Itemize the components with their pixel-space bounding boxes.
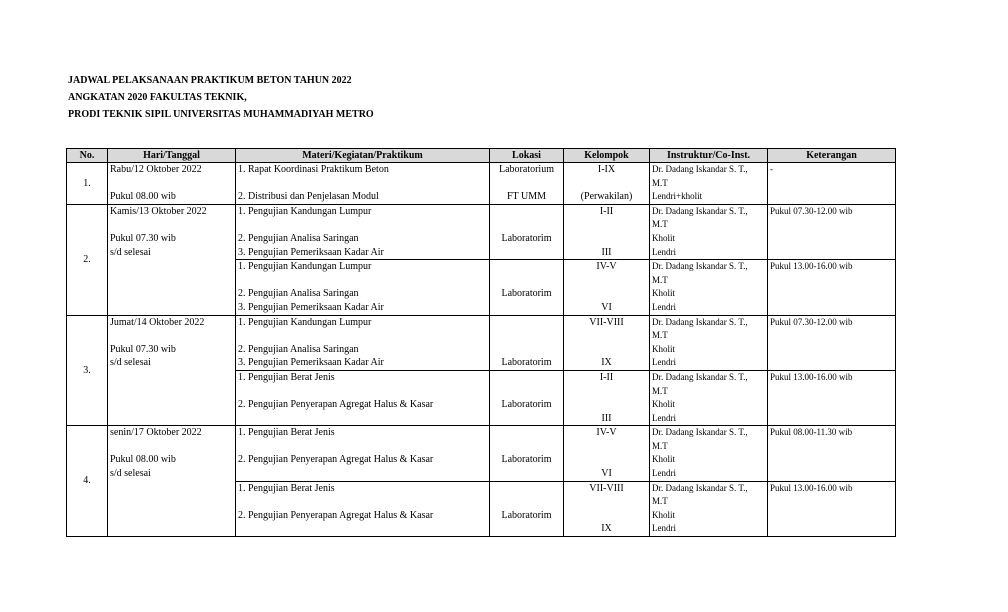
schedule-body bbox=[67, 163, 896, 537]
instruktur-line: Lendri bbox=[652, 301, 676, 312]
hari-tanggal-cell bbox=[108, 426, 236, 537]
materi-line: 1. Pengujian Kandungan Lumpur bbox=[238, 261, 372, 273]
instruktur-cell bbox=[650, 370, 768, 425]
hari-line: Jumat/14 Oktober 2022 bbox=[110, 316, 205, 328]
materi-line: 1. Pengujian Kandungan Lumpur bbox=[238, 205, 372, 217]
hari-line: Rabu/12 Oktober 2022 bbox=[110, 164, 202, 175]
header-instruktur: Instruktur/Co-Inst. bbox=[650, 149, 768, 163]
header-no: No. bbox=[67, 149, 108, 163]
materi-line bbox=[238, 412, 487, 426]
instruktur-cell bbox=[650, 260, 768, 315]
lokasi-cell bbox=[490, 260, 564, 315]
table-row bbox=[67, 163, 896, 205]
instruktur-line: Kholit bbox=[652, 509, 676, 520]
lokasi-line bbox=[492, 467, 561, 481]
kelompok-line: VII-VIII bbox=[589, 316, 624, 328]
instruktur-line: Dr. Dadang Iskandar S. T., bbox=[652, 164, 748, 174]
lokasi-line bbox=[492, 316, 561, 330]
hari-line: s/d selesai bbox=[110, 468, 151, 480]
materi-line: 2. Distribusi dan Penjelasan Modul bbox=[238, 191, 379, 203]
materi-line: 2. Pengujian Penyerapan Agregat Halus & Kasar bbox=[238, 509, 434, 521]
lokasi-line bbox=[492, 260, 561, 274]
kelompok-line bbox=[566, 453, 647, 467]
materi-line bbox=[238, 218, 487, 232]
instruktur-line: Kholit bbox=[652, 288, 676, 299]
document-title bbox=[68, 72, 374, 123]
hari-line: s/d selesai bbox=[110, 246, 151, 258]
instruktur-line: M.T bbox=[652, 274, 668, 285]
instruktur-line: M.T bbox=[652, 219, 668, 230]
title-line-1: JADWAL PELAKSANAAN PRAKTIKUM BETON TAHUN 2022 bbox=[68, 75, 352, 86]
row-number: 4. bbox=[67, 426, 108, 537]
kelompok-line: III bbox=[601, 412, 612, 424]
lokasi-line: Laboratorium bbox=[499, 164, 554, 175]
kelompok-line: IX bbox=[601, 523, 612, 535]
materi-line: 1. Pengujian Berat Jenis bbox=[238, 482, 335, 494]
materi-line: 1. Pengujian Kandungan Lumpur bbox=[238, 316, 372, 328]
instruktur-cell bbox=[650, 315, 768, 370]
lokasi-line bbox=[492, 205, 561, 219]
materi-cell bbox=[236, 426, 490, 481]
lokasi-line bbox=[492, 412, 561, 426]
lokasi-line bbox=[492, 371, 561, 385]
kelompok-line: VII-VIII bbox=[589, 482, 624, 494]
lokasi-line bbox=[492, 385, 561, 399]
kelompok-cell bbox=[564, 426, 650, 481]
hari-tanggal-cell bbox=[108, 315, 236, 426]
materi-line bbox=[238, 440, 487, 454]
hari-tanggal-cell bbox=[108, 204, 236, 315]
lokasi-line bbox=[492, 440, 561, 454]
instruktur-line: Lendri bbox=[652, 246, 676, 257]
materi-line: 3. Pengujian Pemeriksaan Kadar Air bbox=[238, 301, 384, 313]
materi-line bbox=[238, 495, 487, 509]
keterangan-cell: Pukul 07.30-12.00 wib bbox=[768, 204, 896, 259]
hari-tanggal-cell bbox=[108, 163, 236, 205]
instruktur-line: Lendri bbox=[652, 468, 676, 479]
materi-cell bbox=[236, 204, 490, 259]
lokasi-cell bbox=[490, 315, 564, 370]
kelompok-line bbox=[566, 440, 647, 454]
lokasi-line bbox=[492, 177, 561, 191]
kelompok-line: IX bbox=[601, 357, 612, 369]
lokasi-line: Laboratorim bbox=[501, 509, 552, 521]
materi-line bbox=[238, 177, 487, 191]
materi-line: 3. Pengujian Pemeriksaan Kadar Air bbox=[238, 357, 384, 369]
lokasi-line bbox=[492, 301, 561, 315]
materi-line: 2. Pengujian Analisa Saringan bbox=[238, 343, 359, 355]
lokasi-line: FT UMM bbox=[507, 191, 546, 203]
lokasi-cell bbox=[490, 163, 564, 205]
instruktur-cell bbox=[650, 163, 768, 205]
header-keterangan: Keterangan bbox=[768, 149, 896, 163]
kelompok-line: I-IX bbox=[597, 164, 616, 175]
lokasi-line: Laboratorim bbox=[501, 232, 552, 244]
kelompok-line bbox=[566, 495, 647, 509]
keterangan-cell: Pukul 07.30-12.00 wib bbox=[768, 315, 896, 370]
header-materi: Materi/Kegiatan/Praktikum bbox=[236, 149, 490, 163]
materi-line bbox=[238, 467, 487, 481]
lokasi-line: Laboratorim bbox=[501, 454, 552, 466]
materi-cell bbox=[236, 260, 490, 315]
materi-line: 2. Pengujian Analisa Saringan bbox=[238, 288, 359, 300]
row-number: 2. bbox=[67, 204, 108, 315]
materi-line: 2. Pengujian Penyerapan Agregat Halus & Kasar bbox=[238, 454, 434, 466]
kelompok-line: IV-V bbox=[596, 427, 617, 439]
row-number: 3. bbox=[67, 315, 108, 426]
lokasi-line bbox=[492, 495, 561, 509]
kelompok-line: (Perwakilan) bbox=[580, 191, 633, 203]
lokasi-line bbox=[492, 274, 561, 288]
hari-line: Kamis/13 Oktober 2022 bbox=[110, 205, 207, 217]
kelompok-line bbox=[566, 177, 647, 191]
hari-line bbox=[110, 440, 233, 454]
instruktur-line: Kholit bbox=[652, 399, 676, 410]
instruktur-line: Dr. Dadang Iskandar S. T., bbox=[652, 482, 748, 493]
schedule-table bbox=[66, 148, 896, 537]
header-lokasi: Lokasi bbox=[490, 149, 564, 163]
kelompok-line: VI bbox=[601, 301, 612, 313]
kelompok-line bbox=[566, 274, 647, 288]
instruktur-line: Kholit bbox=[652, 454, 676, 465]
table-row bbox=[67, 426, 896, 481]
hari-line bbox=[110, 329, 233, 343]
instruktur-line: Dr. Dadang Iskandar S. T., bbox=[652, 261, 748, 272]
kelompok-line bbox=[566, 232, 647, 246]
kelompok-cell bbox=[564, 481, 650, 536]
hari-line bbox=[110, 218, 233, 232]
kelompok-line bbox=[566, 385, 647, 399]
instruktur-line: Kholit bbox=[652, 343, 676, 354]
lokasi-line: Laboratorim bbox=[501, 288, 552, 300]
lokasi-line bbox=[492, 522, 561, 536]
materi-cell bbox=[236, 163, 490, 205]
instruktur-line: Kholit bbox=[652, 232, 676, 243]
lokasi-line bbox=[492, 482, 561, 496]
kelompok-line bbox=[566, 398, 647, 412]
materi-line: 1. Pengujian Berat Jenis bbox=[238, 427, 335, 439]
kelompok-cell bbox=[564, 163, 650, 205]
instruktur-line: Dr. Dadang Iskandar S. T., bbox=[652, 316, 748, 327]
row-number: 1. bbox=[67, 163, 108, 205]
kelompok-line: VI bbox=[601, 468, 612, 480]
lokasi-line: Laboratorim bbox=[501, 357, 552, 369]
materi-line bbox=[238, 385, 487, 399]
kelompok-cell bbox=[564, 370, 650, 425]
lokasi-line bbox=[492, 426, 561, 440]
hari-line: Pukul 08.00 wib bbox=[110, 454, 176, 466]
keterangan-cell: Pukul 13.00-16.00 wib bbox=[768, 481, 896, 536]
header-kelompok: Kelompok bbox=[564, 149, 650, 163]
hari-line: Pukul 08.00 wib bbox=[110, 191, 176, 203]
hari-line: senin/17 Oktober 2022 bbox=[110, 427, 202, 439]
kelompok-line: III bbox=[601, 246, 612, 258]
instruktur-cell bbox=[650, 426, 768, 481]
lokasi-cell bbox=[490, 370, 564, 425]
lokasi-cell bbox=[490, 204, 564, 259]
kelompok-line bbox=[566, 343, 647, 357]
kelompok-line: I-II bbox=[599, 205, 614, 217]
lokasi-line: Laboratorim bbox=[501, 399, 552, 411]
kelompok-line bbox=[566, 287, 647, 301]
materi-line: 2. Pengujian Penyerapan Agregat Halus & Kasar bbox=[238, 399, 434, 411]
table-row bbox=[67, 315, 896, 370]
keterangan-cell: Pukul 08.00-11.30 wib bbox=[768, 426, 896, 481]
instruktur-cell bbox=[650, 481, 768, 536]
hari-line bbox=[110, 177, 233, 191]
table-row bbox=[67, 204, 896, 259]
keterangan-cell: Pukul 13.00-16.00 wib bbox=[768, 370, 896, 425]
instruktur-line: Dr. Dadang Iskandar S. T., bbox=[652, 371, 748, 382]
materi-line bbox=[238, 522, 487, 536]
instruktur-line: M.T bbox=[652, 385, 668, 396]
lokasi-line bbox=[492, 343, 561, 357]
lokasi-line bbox=[492, 329, 561, 343]
header-hari: Hari/Tanggal bbox=[108, 149, 236, 163]
kelompok-line bbox=[566, 329, 647, 343]
hari-line: s/d selesai bbox=[110, 357, 151, 369]
instruktur-line: M.T bbox=[652, 496, 668, 507]
instruktur-cell bbox=[650, 204, 768, 259]
materi-line: 3. Pengujian Pemeriksaan Kadar Air bbox=[238, 246, 384, 258]
materi-line bbox=[238, 329, 487, 343]
instruktur-line: Lendri bbox=[652, 523, 676, 534]
header-row bbox=[67, 149, 896, 163]
kelompok-cell bbox=[564, 204, 650, 259]
kelompok-cell bbox=[564, 260, 650, 315]
hari-line: Pukul 07.30 wib bbox=[110, 343, 176, 355]
materi-line: 2. Pengujian Analisa Saringan bbox=[238, 232, 359, 244]
lokasi-line bbox=[492, 218, 561, 232]
materi-cell bbox=[236, 370, 490, 425]
kelompok-line: IV-V bbox=[596, 261, 617, 273]
instruktur-line: Lendri+kholit bbox=[652, 191, 703, 202]
instruktur-line: Lendri bbox=[652, 357, 676, 368]
instruktur-line: Lendri bbox=[652, 412, 676, 423]
materi-cell bbox=[236, 481, 490, 536]
materi-cell bbox=[236, 315, 490, 370]
title-line-2: ANGKATAN 2020 FAKULTAS TEKNIK, bbox=[68, 92, 247, 103]
materi-line: 1. Rapat Koordinasi Praktikum Beton bbox=[238, 164, 389, 175]
kelompok-line bbox=[566, 218, 647, 232]
instruktur-line: Dr. Dadang Iskandar S. T., bbox=[652, 205, 748, 216]
instruktur-line: M.T bbox=[652, 177, 668, 188]
kelompok-cell bbox=[564, 315, 650, 370]
materi-line bbox=[238, 274, 487, 288]
hari-line: Pukul 07.30 wib bbox=[110, 232, 176, 244]
title-line-3: PRODI TEKNIK SIPIL UNIVERSITAS MUHAMMADIYAH METRO bbox=[68, 109, 374, 120]
lokasi-cell bbox=[490, 481, 564, 536]
lokasi-line bbox=[492, 246, 561, 260]
keterangan-cell: - bbox=[768, 163, 896, 205]
instruktur-line: M.T bbox=[652, 440, 668, 451]
keterangan-cell: Pukul 13.00-16.00 wib bbox=[768, 260, 896, 315]
kelompok-line: I-II bbox=[599, 371, 614, 383]
materi-line: 1. Pengujian Berat Jenis bbox=[238, 371, 335, 383]
instruktur-line: Dr. Dadang Iskandar S. T., bbox=[652, 427, 748, 438]
lokasi-cell bbox=[490, 426, 564, 481]
instruktur-line: M.T bbox=[652, 330, 668, 341]
kelompok-line bbox=[566, 509, 647, 523]
